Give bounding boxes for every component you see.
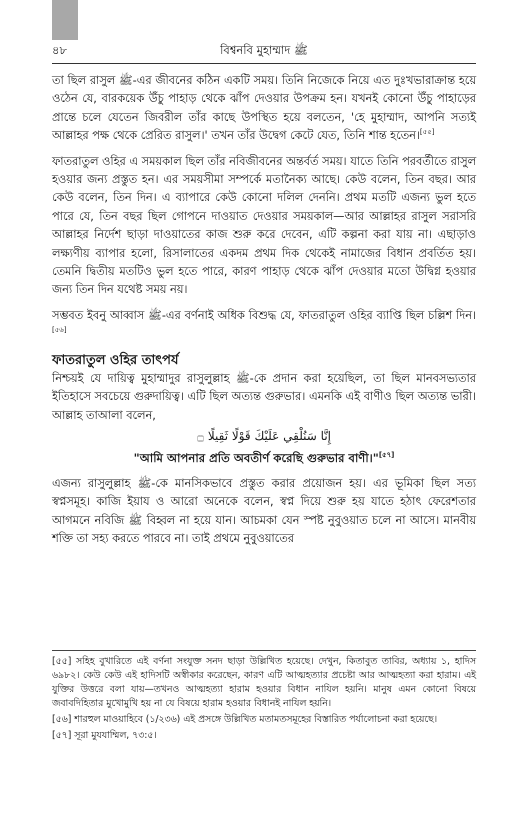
section-heading: ফাতরাতুল ওহির তাৎপর্য [52,352,179,368]
footnote-56: [৫৬] শারহুল মাওয়াহিবে (১/২৩৬) এই প্রসঙ্গে উল্লিখিত মতামতসমূহের বিস্তারিত পর্যালোচনা করা হয়েছে। [52,714,438,725]
page-number: ৪৮ [52,43,67,57]
footnote-divider [52,650,476,651]
arabic-verse: إِنَّا سَنُلْقِي عَلَيْكَ قَوْلًا ثَقِيلًا ۝ [197,428,331,443]
paragraph-4: নিশ্চয়ই যে দায়িত্ব মুহাম্মাদুর রাসুলুল্লাহ ﷺ-কে প্রদান করা হয়েছিল, তা ছিল মানবসভ্যতার ইতিহাসে সবচেয়ে গুরুদায়িত্ব। এটি ছিল অত্যন্ত গুরুভার। এমনকি এই বাণীও ছিল অত্যন্ত ভারী। আল্লাহ তাআলা বলেন, [52,371,476,422]
header-divider [52,63,476,64]
footnote-ref-56: [৫৬] [52,326,67,335]
footnotes [52,655,476,745]
footnote-57: [৫৭] সূরা মুযযাম্মিল, ৭৩:৫। [52,730,157,741]
footnote-ref-55: [৫৫] [419,128,435,137]
footnote-55: [৫৫] সহিহ বুখারিতে এই বর্ণনা সংযুক্ত সনদ ছাড়া উল্লিখিত হয়েছে। দেখুন, কিতাবুত তাবির, অধ্যায় ১, হাদিস ৬৯৮২। কেউ কেউ এই হাদিসটি অস্বীকার করেছেন, কারণ এটি আত্মহত্যার প্রচেষ্টা আর আত্মহত্যা করা হারাম। এই যুক্তির উত্তরে বলা যায়—তখনও আত্মহত্যা হারাম হওয়ার বিধান নাযিল হয়নি। মানুষ এমন কোনো বিষয়ে জবাবদিহিতার মুখোমুখি হয় না যে বিষয়ে হারাম হওয়ার বিধানই নাযিল হয়নি। [52,656,476,709]
paragraph-3: সম্ভবত ইবনু আব্বাস ﷺ-এর বর্ণনাই অধিক বিশুদ্ধ যে, ফাতরাতুল ওহির ব্যাপ্তি ছিল চল্লিশ দিন।[৫৬] [52,308,476,335]
paragraph-5: এজন্য রাসুলুল্লাহ ﷺ-কে মানসিকভাবে প্রস্তুত করার প্রয়োজন হয়। এর ভূমিকা ছিল সত্য স্বপ্নসমূহ। কাজি ইয়ায ও আরো অনেকে বলেন, স্বপ্ন দিয়ে শুরু হয় যাতে হঠাৎ ফেরেশতার আগমনে নবিজি ﷺ বিহ্বল না হয়ে যান। আচমকা যেন স্পষ্ট নুবুওয়াত চলে না আসে। মানবীয় শক্তি তা সহ্য করতে পারবে না। তাই প্রথমে নুবুওয়াতের [52,476,477,545]
page-edge-tab [52,0,78,40]
running-title: বিশ্বনবি মুহাম্মাদ ﷺ [220,43,308,57]
footnote-ref-57: [৫৭] [378,451,395,460]
paragraph-1: তা ছিল রাসুল ﷺ-এর জীবনের কঠিন একটি সময়। তিনি নিজেকে নিয়ে এত দুঃখভারাক্রান্ত হয়ে ওঠেন যে, বারকয়েক উঁচু পাহাড় থেকে ঝাঁপ দেওয়ার উপক্রম হন। যখনই কোনো উঁচু পাহাড়ের প্রান্তে চলে যেতেন জিবরীল তাঁর কাছে উপস্থিত হয়ে বলতেন, 'হে মুহাম্মাদ, আপনি সত্যই আল্লাহর পক্ষ থেকে প্রেরিত রাসুল।' তখন তাঁর উদ্বেগ কেটে যেত, তিনি শান্ত হতেন।[৫৫] [52,74,476,143]
paragraph-2: ফাতরাতুল ওহির এ সময়কাল ছিল তাঁর নবিজীবনের অন্তর্বর্ত সময়। যাতে তিনি পরবর্তীতে রাসুল হওয়ার জন্য প্রস্তুত হন। এর সময়সীমা সম্পর্কে মতানৈক্য আছে। কেউ বলেন, তিন বছর। আর কেউ বলেন, তিন দিন। এ ব্যাপারে কেউ কোনো দলিল দেননি। প্রথম মতটি এজন্য ভুল হতে পারে যে, তিন বছর ছিল গোপনে দাওয়াত দেওয়ার সময়কাল—আর আল্লাহর রাসুল সরাসরি আল্লাহর নির্দেশ ছাড়া দাওয়াতের কাজ শুরু করে দেবেন, এটি কল্পনা করা যায় না। এছাড়াও লক্ষ্যণীয় ব্যাপার হলো, রিসালাতের একদম প্রথম দিক থেকেই নামাজের বিধান প্রবর্তিত হয়। তেমনি দ্বিতীয় মতটিও ভুল হতে পারে, কারণ পাহাড় থেকে ঝাঁপ দেওয়ার মতো উদ্বিগ্ন হওয়ার জন্য তিন দিন যথেষ্ট সময় নয়। [52,154,476,297]
verse-translation: "আমি আপনার প্রতি অবতীর্ণ করেছি গুরুভার বাণী।"[৫৭] [133,451,395,466]
main-text [52,72,476,555]
page-header [52,42,476,62]
